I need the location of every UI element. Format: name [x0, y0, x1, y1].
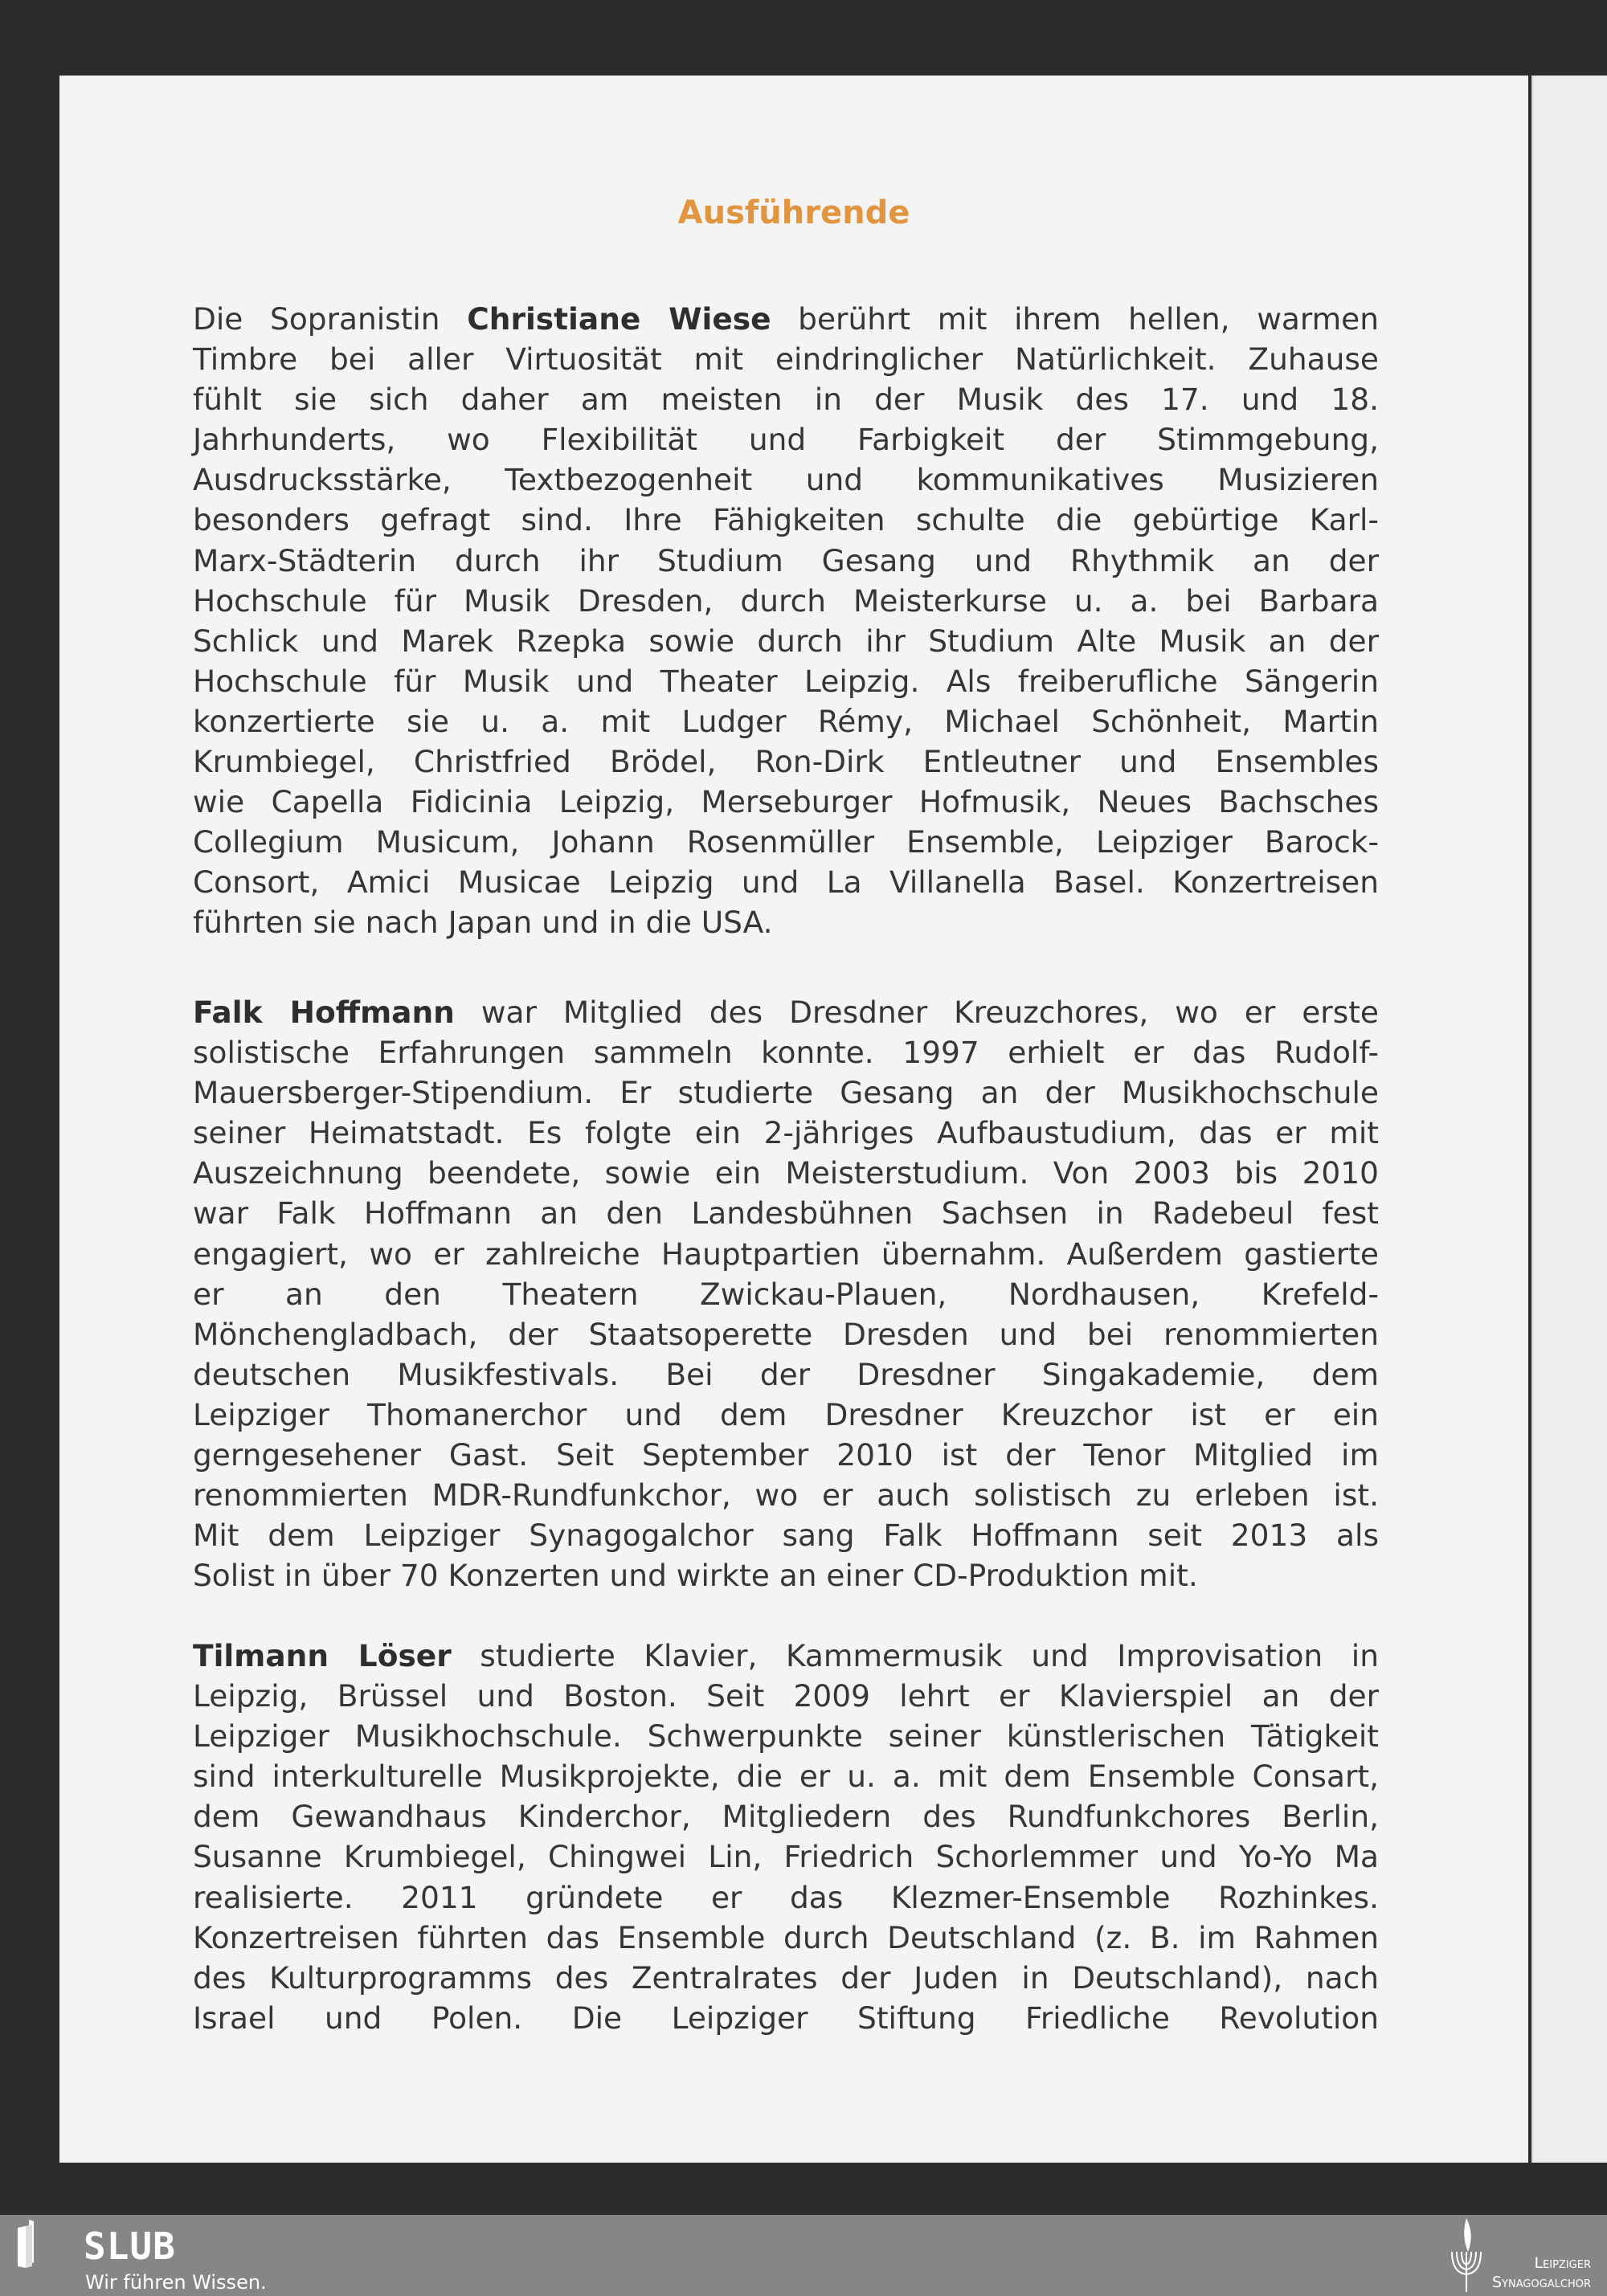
paragraph-tilmann-loeser — [193, 1636, 1379, 2038]
text-line — [193, 1676, 1379, 1716]
text-segment: dem Gewandhaus Kinderchor, Mitgliedern des Rundfunkchores Berlin, — [193, 1799, 1379, 1835]
text-line — [193, 1153, 1379, 1193]
text-line — [193, 1475, 1379, 1515]
text-line — [193, 701, 1379, 742]
text-segment: Leipziger Thomanerchor und dem Dresdner Kreuzchor ist er ein — [193, 1396, 1379, 1432]
text-segment: war Mitglied des Dresdner Kreuzchores, wo er erste — [454, 995, 1380, 1030]
partner-name-line1: Leipziger — [1534, 2254, 1591, 2272]
text-segment: Susanne Krumbiegel, Chingwei Lin, Friedrich Schorlemmer und Yo-Yo Ma — [193, 1839, 1379, 1875]
text-segment: Ausdrucksstärke, Textbezogenheit und kommunikatives Musizieren — [193, 462, 1379, 498]
text-line — [193, 1998, 1379, 2038]
menorah-flame-icon — [1442, 2216, 1490, 2294]
text-segment: Marx-Städterin durch ihr Studium Gesang und Rhythmik an der — [193, 542, 1379, 578]
text-segment: Hochschule für Musik und Theater Leipzig. Als freiberufliche Sängerin — [193, 663, 1379, 699]
text-line — [193, 1796, 1379, 1836]
text-line — [193, 1274, 1379, 1314]
text-segment: gerngesehener Gast. Seit September 2010 ist der Tenor Mitglied im — [193, 1437, 1379, 1473]
text-line — [193, 1354, 1379, 1395]
page-title: Ausführende — [677, 194, 910, 231]
text-line — [193, 661, 1379, 701]
text-segment: des Kulturprogramms des Zentralrates der Juden in Deutschland), nach — [193, 1959, 1379, 1996]
text-line — [193, 1877, 1379, 1918]
footer-bar — [0, 2215, 1607, 2296]
text-segment: Krumbiegel, Christfried Brödel, Ron-Dirk Entleutner und Ensembles — [193, 744, 1379, 780]
text-segment: Konzertreisen führten das Ensemble durch Deutschland (z. B. im Rahmen — [193, 1919, 1379, 1955]
text-segment: Israel und Polen. Die Leipziger Stiftung Friedliche Revolution — [193, 2000, 1379, 2036]
text-segment: konzertierte sie u. a. mit Ludger Rémy, Michael Schönheit, Martin — [193, 703, 1379, 739]
text-line — [193, 379, 1379, 419]
text-segment: renommierten MDR-Rundfunkchor, wo er auch solistisch zu erleben ist. — [193, 1477, 1379, 1514]
person-name: Tilmann Löser — [193, 1638, 452, 1673]
text-line — [193, 1435, 1379, 1475]
text-segment: war Falk Hoffmann an den Landesbühnen Sachsen in Radebeul fest — [193, 1195, 1379, 1232]
text-segment: Schlick und Marek Rzepka sowie durch ihr Studium Alte Musik an der — [193, 623, 1379, 659]
text-line — [193, 1958, 1379, 1998]
text-segment: engagiert, wo er zahlreiche Hauptpartien übernahm. Außerdem gastierte — [193, 1236, 1379, 1272]
adjacent-page-edge — [1531, 76, 1607, 2163]
text-line — [193, 822, 1379, 862]
text-line — [193, 1636, 1379, 1676]
person-name: Falk Hoffmann — [193, 995, 455, 1030]
text-line — [193, 460, 1379, 500]
text-line — [193, 1032, 1379, 1072]
text-segment: Consort, Amici Musicae Leipzig und La Villanella Basel. Konzertreisen — [193, 864, 1379, 901]
text-line — [193, 419, 1379, 460]
text-segment: Hochschule für Musik Dresden, durch Meisterkurse u. a. bei Barbara — [193, 582, 1379, 619]
text-line — [193, 992, 1379, 1032]
text-line — [193, 1314, 1379, 1354]
text-line — [193, 782, 1379, 822]
slub-logo-text: SLUB — [84, 2225, 176, 2268]
text-line — [193, 1234, 1379, 1274]
text-segment: Mauersberger-Stipendium. Er studierte Gesang an der Musikhochschule — [193, 1075, 1379, 1111]
text-segment: Mit dem Leipziger Synagogalchor sang Falk Hoffmann seit 2013 als — [193, 1518, 1379, 1554]
text-segment: Leipzig, Brüssel und Boston. Seit 2009 lehrt er Klavierspiel an der — [193, 1678, 1379, 1714]
text-segment: Jahrhunderts, wo Flexibilität und Farbigkeit der Stimmgebung, — [193, 422, 1379, 458]
text-segment: Leipziger Musikhochschule. Schwerpunkte seiner künstlerischen Tätigkeit — [193, 1718, 1379, 1755]
text-line — [193, 1395, 1379, 1435]
text-segment: Collegium Musicum, Johann Rosenmüller Ensemble, Leipziger Barock- — [193, 824, 1379, 860]
text-line — [193, 500, 1379, 540]
text-segment: deutschen Musikfestivals. Bei der Dresdner Singakademie, dem — [193, 1356, 1379, 1392]
slub-tagline: Wir führen Wissen. — [85, 2271, 267, 2294]
text-line — [193, 742, 1379, 782]
text-line — [193, 1515, 1379, 1555]
text-segment: fühlt sie sich daher am meisten in der Musik des 17. und 18. — [193, 382, 1379, 418]
text-line — [193, 1716, 1379, 1756]
text-segment: realisierte. 2011 gründete er das Klezmer-Ensemble Rozhinkes. — [193, 1879, 1379, 1915]
document-page — [59, 76, 1528, 2163]
text-line — [193, 862, 1379, 902]
text-segment: studierte Klavier, Kammermusik und Improvisation in — [451, 1638, 1379, 1673]
text-segment: er an den Theatern Zwickau-Plauen, Nordhausen, Krefeld- — [193, 1276, 1379, 1312]
text-line — [193, 1555, 1379, 1595]
text-line — [193, 299, 1379, 339]
text-segment: Die Sopranistin — [193, 301, 468, 337]
text-segment: Timbre bei aller Virtuosität mit eindringlicher Natürlichkeit. Zuhause — [193, 341, 1379, 378]
text-segment: sind interkulturelle Musikprojekte, die er u. a. mit dem Ensemble Consart, — [193, 1759, 1379, 1795]
text-segment: seiner Heimatstadt. Es folgte ein 2-jähriges Aufbaustudium, das er mit — [193, 1115, 1379, 1151]
slub-book-icon — [18, 2220, 66, 2269]
text-segment: besonders gefragt sind. Ihre Fähigkeiten schulte die gebürtige Karl- — [193, 502, 1379, 538]
text-line — [193, 1113, 1379, 1153]
text-segment: Solist in über 70 Konzerten und wirkte an einer CD-Produktion mit. — [193, 1558, 1198, 1594]
text-line — [193, 541, 1379, 581]
text-segment: Auszeichnung beendete, sowie ein Meisterstudium. Von 2003 bis 2010 — [193, 1155, 1379, 1191]
text-line — [193, 581, 1379, 621]
text-line — [193, 1918, 1379, 1958]
text-line — [193, 339, 1379, 379]
text-segment: Mönchengladbach, der Staatsoperette Dresden und bei renommierten — [193, 1316, 1379, 1352]
paragraph-falk-hoffmann — [193, 992, 1379, 1595]
text-segment: führten sie nach Japan und in die USA. — [193, 905, 773, 941]
text-segment: berührt mit ihrem hellen, warmen — [771, 301, 1379, 337]
text-line — [193, 1836, 1379, 1877]
text-line — [193, 902, 1379, 942]
partner-logo-text — [1492, 2253, 1591, 2292]
text-line — [193, 1756, 1379, 1796]
text-line — [193, 621, 1379, 661]
partner-name-line2: Synagogalchor — [1491, 2274, 1591, 2291]
text-segment: solistische Erfahrungen sammeln konnte. 1997 erhielt er das Rudolf- — [193, 1035, 1379, 1071]
text-segment: wie Capella Fidicinia Leipzig, Merseburger Hofmusik, Neues Bachsches — [193, 784, 1379, 820]
paragraph-christiane-wiese — [193, 299, 1379, 943]
person-name: Christiane Wiese — [467, 301, 771, 337]
text-line — [193, 1193, 1379, 1233]
text-line — [193, 1072, 1379, 1113]
